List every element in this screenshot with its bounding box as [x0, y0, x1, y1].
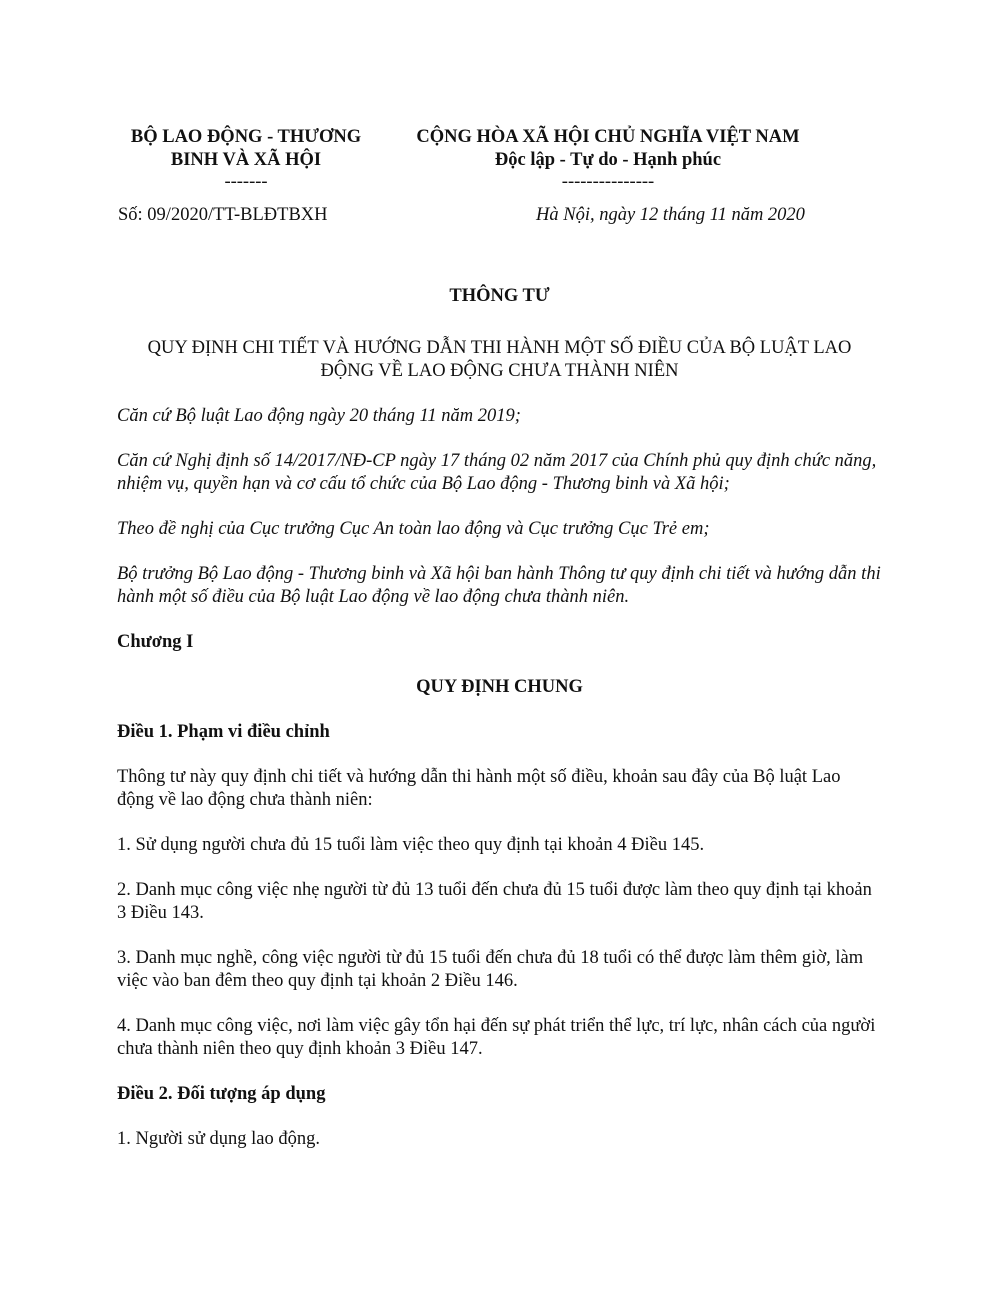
article-intro: Thông tư này quy định chi tiết và hướng dẫn thi hành một số điều, khoản sau đây của Bộ luật Lao động về lao động chưa thành niên:: [117, 767, 841, 810]
preamble-paragraph: Bộ trưởng Bộ Lao động - Thương binh và Xã hội ban hành Thông tư quy định chi tiết và hướng dẫn thi hành một số điều của Bộ luật Lao động về lao động chưa thành niên.: [117, 564, 881, 607]
nation-divider: ---------------: [561, 172, 655, 192]
subject-line2: ĐỘNG VỀ LAO ĐỘNG CHƯA THÀNH NIÊN: [320, 361, 679, 381]
document-body: [117, 285, 882, 1173]
nation-motto: Độc lập - Tự do - Hạnh phúc: [494, 150, 722, 170]
agency-divider: -------: [224, 172, 268, 192]
preamble-paragraph: Căn cứ Bộ luật Lao động ngày 20 tháng 11 năm 2019;: [117, 406, 521, 426]
article-item: 3. Danh mục nghề, công việc người từ đủ 15 tuổi đến chưa đủ 18 tuổi có thể được làm thêm giờ, làm việc vào ban đêm theo quy định tại khoản 2 Điều 146.: [117, 948, 864, 991]
article-title: Điều 1. Phạm vi điều chỉnh: [117, 722, 330, 742]
article-item: 1. Sử dụng người chưa đủ 15 tuổi làm việc theo quy định tại khoản 4 Điều 145.: [117, 835, 705, 855]
article-title: Điều 2. Đối tượng áp dụng: [117, 1084, 326, 1104]
article-item: 4. Danh mục công việc, nơi làm việc gây tổn hại đến sự phát triển thể lực, trí lực, nhân cách của người chưa thành niên theo quy định khoản 3 Điều 147.: [117, 1016, 876, 1059]
chapter-title: QUY ĐỊNH CHUNG: [416, 677, 583, 697]
document-number: Số: 09/2020/TT-BLĐTBXH: [118, 205, 328, 225]
nation-name: CỘNG HÒA XÃ HỘI CHỦ NGHĨA VIỆT NAM: [416, 127, 800, 147]
place-and-date: Hà Nội, ngày 12 tháng 11 năm 2020: [536, 205, 805, 225]
preamble-paragraph: Theo đề nghị của Cục trưởng Cục An toàn lao động và Cục trưởng Cục Trẻ em;: [117, 519, 710, 539]
document-subject: [117, 337, 882, 383]
article-item: 1. Người sử dụng lao động.: [117, 1129, 321, 1149]
agency-name-line1: BỘ LAO ĐỘNG - THƯƠNG: [130, 127, 362, 147]
preamble-paragraph: Căn cứ Nghị định số 14/2017/NĐ-CP ngày 17 tháng 02 năm 2017 của Chính phủ quy định chức năng, nhiệm vụ, quyền hạn và cơ cấu tổ chức của Bộ Lao động - Thương binh và Xã hội;: [117, 451, 877, 494]
reference-line: [0, 205, 1000, 229]
subject-line1: QUY ĐỊNH CHI TIẾT VÀ HƯỚNG DẪN THI HÀNH MỘT SỐ ĐIỀU CỦA BỘ LUẬT LAO: [147, 338, 852, 358]
national-motto: [396, 126, 820, 192]
chapter-number: Chương I: [117, 632, 194, 652]
agency-name-line2: BINH VÀ XÃ HỘI: [170, 150, 322, 170]
article-item: 2. Danh mục công việc nhẹ người từ đủ 13 tuổi đến chưa đủ 15 tuổi được làm theo quy định tại khoản 3 Điều 143.: [117, 880, 872, 923]
document-type: THÔNG TƯ: [449, 286, 550, 306]
issuing-agency: [110, 126, 382, 192]
